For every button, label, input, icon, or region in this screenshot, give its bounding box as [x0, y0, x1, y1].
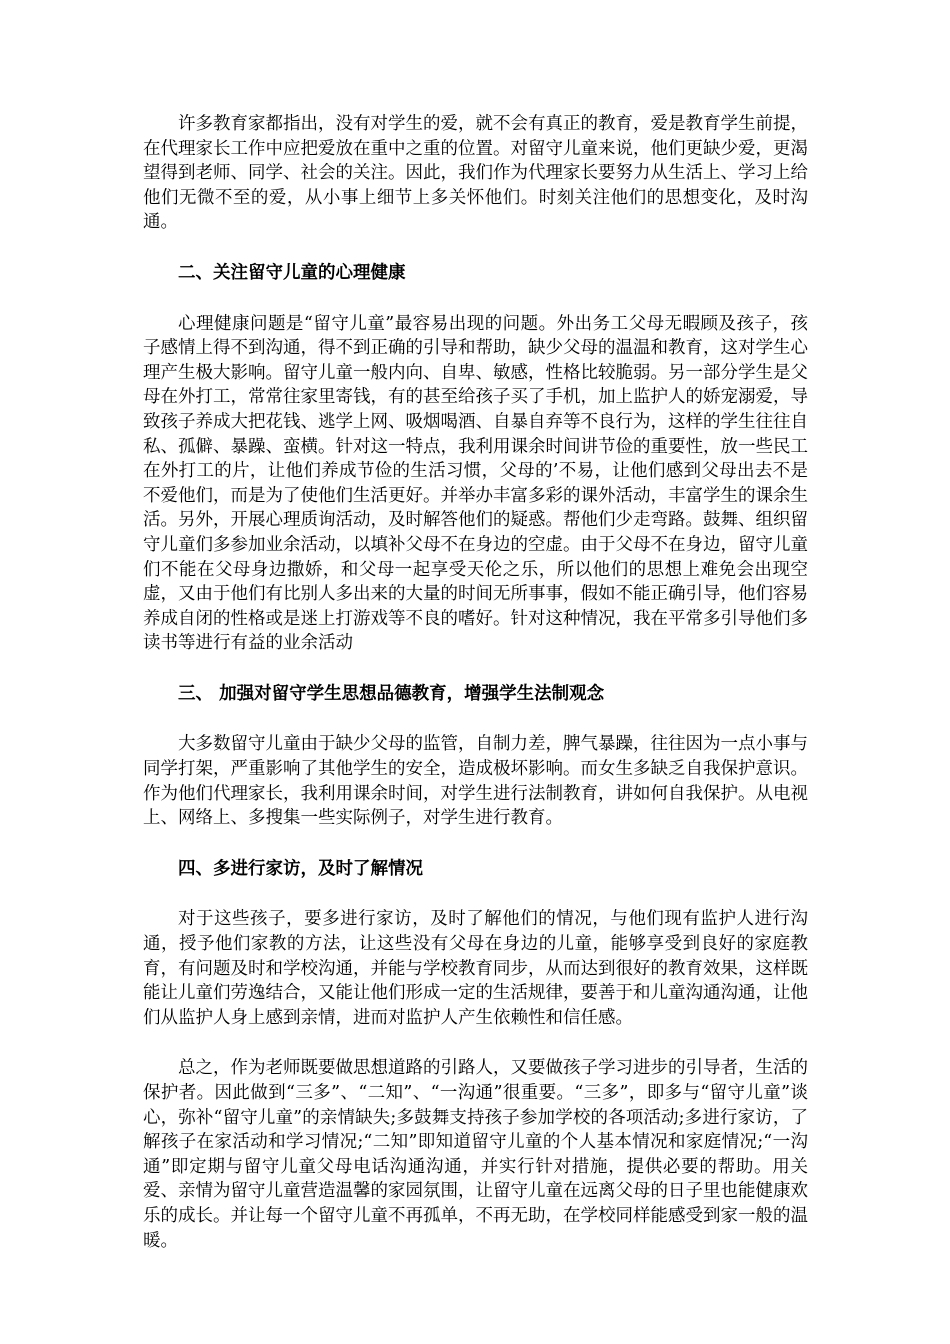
paragraph-moral-education: 大多数留守儿童由于缺少父母的监管，自制力差，脾气暴躁，往往因为一点小事与同学打架，严重影响了其他学生的安全，造成极坏影响。而女生多缺乏自我保护意识。作为他们代理家长，我利用课余时间，对学生进行法制教育，讲如何自我保护。从电视上、网络上、多搜集一些实际例子，对学生进行教育。 — [143, 734, 808, 829]
section-heading-4: 四、多进行家访，及时了解情况 — [178, 858, 423, 879]
paragraph-home-visits: 对于这些孩子，要多进行家访，及时了解他们的情况，与他们现有监护人进行沟通，授予他们家教的方法，让这些没有父母在身边的儿童，能够享受到良好的家庭教育，有问题及时和学校沟通，并能与学校教育同步，从而达到很好的教育效果，这样既能让儿童们劳逸结合，又能让他们形成一定的生活规律，要善于和儿童沟通沟通，让他们从监护人身上感到亲情，进而对监护人产生依赖性和信任感。 — [143, 909, 808, 1028]
document-body — [143, 112, 808, 1253]
section-heading-3: 三、 加强对留守学生思想品德教育，增强学生法制观念 — [178, 683, 605, 704]
paragraph-mental-health: 心理健康问题是“留守儿童”最容易出现的问题。外出务工父母无暇顾及孩子，孩子感情上得不到沟通，得不到正确的引导和帮助，缺少父母的温温和教育，这对学生心理产生极大影响。留守儿童一般内向、自卑、敏感，性格比较脆弱。另一部分学生是父母在外打工，常常往家里寄钱，有的甚至给孩子买了手机，加上监护人的娇宠溺爱，导致孩子养成大把花钱、逃学上网、吸烟喝酒、自暴自弃等不良行为，这样的学生往往自私、孤僻、暴躁、蛮横。针对这一特点，我利用课余时间讲节俭的重要性，放一些民工在外打工的片，让他们养成节俭的生活习惯，父母的’不易，让他们感到父母出去不是不爱他们，而是为了使他们生活更好。并举办丰富多彩的课外活动，丰富学生的课余生活。另外，开展心理质询活动，及时解答他们的疑惑。帮他们少走弯路。鼓舞、组织留守儿童们多参加业余活动，以填补父母不在身边的空虚。由于父母不在身边，留守儿童们不能在父母身边撒娇，和父母一起享受天伦之乐，所以他们的思想上难免会出现空虚，又由于他们有比别人多出来的大量的时间无所事事，假如不能正确引导，他们容易养成自闭的性格或是迷上打游戏等不良的嗜好。针对这种情况，我在平常多引导他们多读书等进行有益的业余活动 — [143, 313, 808, 654]
paragraph-conclusion: 总之，作为老师既要做思想道路的引路人，又要做孩子学习进步的引导者，生活的保护者。因此做到“三多”、“二知”、“一沟通”很重要。“三多”，即多与“留守儿童”谈心，弥补“留守儿童”的亲情缺失;多鼓舞支持孩子参加学校的各项活动;多进行家访，了解孩子在家活动和学习情况;“二知”即知道留守儿童的个人基本情况和家庭情况;“一沟通”即定期与留守儿童父母电话沟通沟通，并实行针对措施，提供必要的帮助。用关爱、亲情为留守儿童营造温馨的家园氛围，让留守儿童在远离父母的日子里也能健康欢乐的成长。并让每一个留守儿童不再孤单，不再无助，在学校同样能感受到家一般的温暖。 — [143, 1058, 808, 1251]
section-heading-2: 二、关注留守儿童的心理健康 — [178, 262, 406, 283]
paragraph-intro: 许多教育家都指出，没有对学生的爱，就不会有真正的教育，爱是教育学生前提，在代理家长工作中应把爱放在重中之重的位置。对留守儿童来说，他们更缺少爱，更渴望得到老师、同学、社会的关注。因此，我们作为代理家长要努力从生活上、学习上给他们无微不至的爱，从小事上细节上多关怀他们。时刻关注他们的思想变化，及时沟通。 — [143, 114, 808, 233]
